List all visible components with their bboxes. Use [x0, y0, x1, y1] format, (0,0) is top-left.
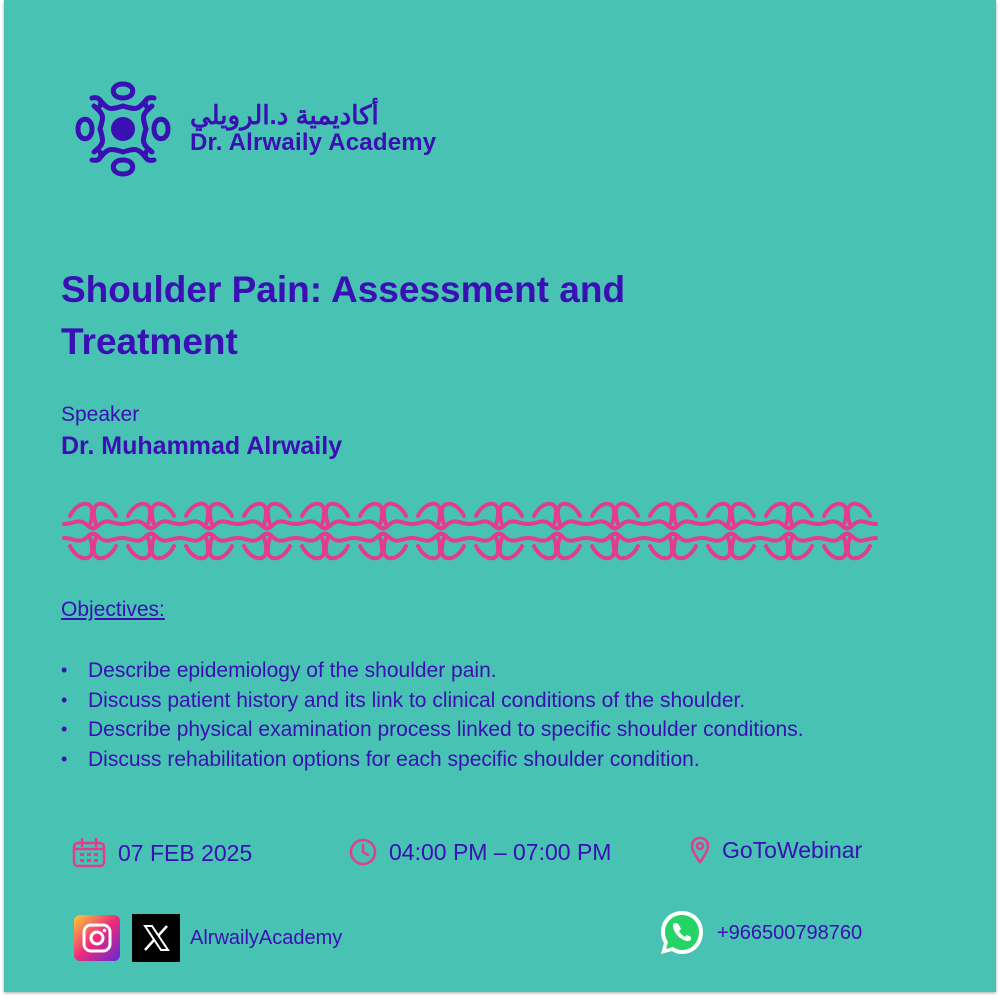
- ornamental-flower-icon: [70, 76, 176, 182]
- objectives-heading: Objectives:: [61, 598, 165, 621]
- event-poster: [4, 0, 996, 992]
- event-platform-text: GoToWebinar: [722, 836, 863, 863]
- event-time: [349, 838, 611, 866]
- x-icon[interactable]: [132, 914, 180, 962]
- list-item: • Discuss patient history and its link to clinical conditions of the shoulder.: [61, 686, 804, 716]
- list-item: • Describe epidemiology of the shoulder pain.: [61, 656, 804, 686]
- instagram-icon[interactable]: [74, 915, 120, 961]
- brand-header: [70, 76, 436, 182]
- social-handles: [74, 914, 342, 962]
- event-date-text: 07 FEB 2025: [118, 839, 253, 866]
- event-title: Shoulder Pain: Assessment and Treatment: [61, 269, 626, 362]
- event-date: [72, 838, 252, 868]
- decorative-pattern-divider: [62, 494, 884, 568]
- brand-name-arabic: أكاديمية د.الرويلي: [190, 100, 379, 130]
- calendar-icon: [72, 838, 106, 868]
- clock-icon: [349, 838, 377, 866]
- brand-name-english: Dr. Alrwaily Academy: [190, 129, 437, 156]
- phone-number[interactable]: +966500798760: [717, 921, 863, 944]
- location-pin-icon: [690, 836, 710, 864]
- whatsapp-contact: [657, 908, 862, 958]
- event-platform: [690, 836, 862, 864]
- social-handle-text[interactable]: AlrwailyAcademy: [190, 926, 343, 949]
- whatsapp-icon[interactable]: [657, 908, 707, 958]
- objectives-list: [61, 656, 804, 774]
- speaker-label: Speaker: [61, 403, 140, 426]
- event-time-text: 04:00 PM – 07:00 PM: [389, 838, 612, 865]
- speaker-name: Dr. Muhammad Alrwaily: [61, 432, 343, 460]
- list-item: • Discuss rehabilitation options for each specific shoulder condition.: [61, 745, 804, 775]
- list-item: • Describe physical examination process linked to specific shoulder conditions.: [61, 715, 804, 745]
